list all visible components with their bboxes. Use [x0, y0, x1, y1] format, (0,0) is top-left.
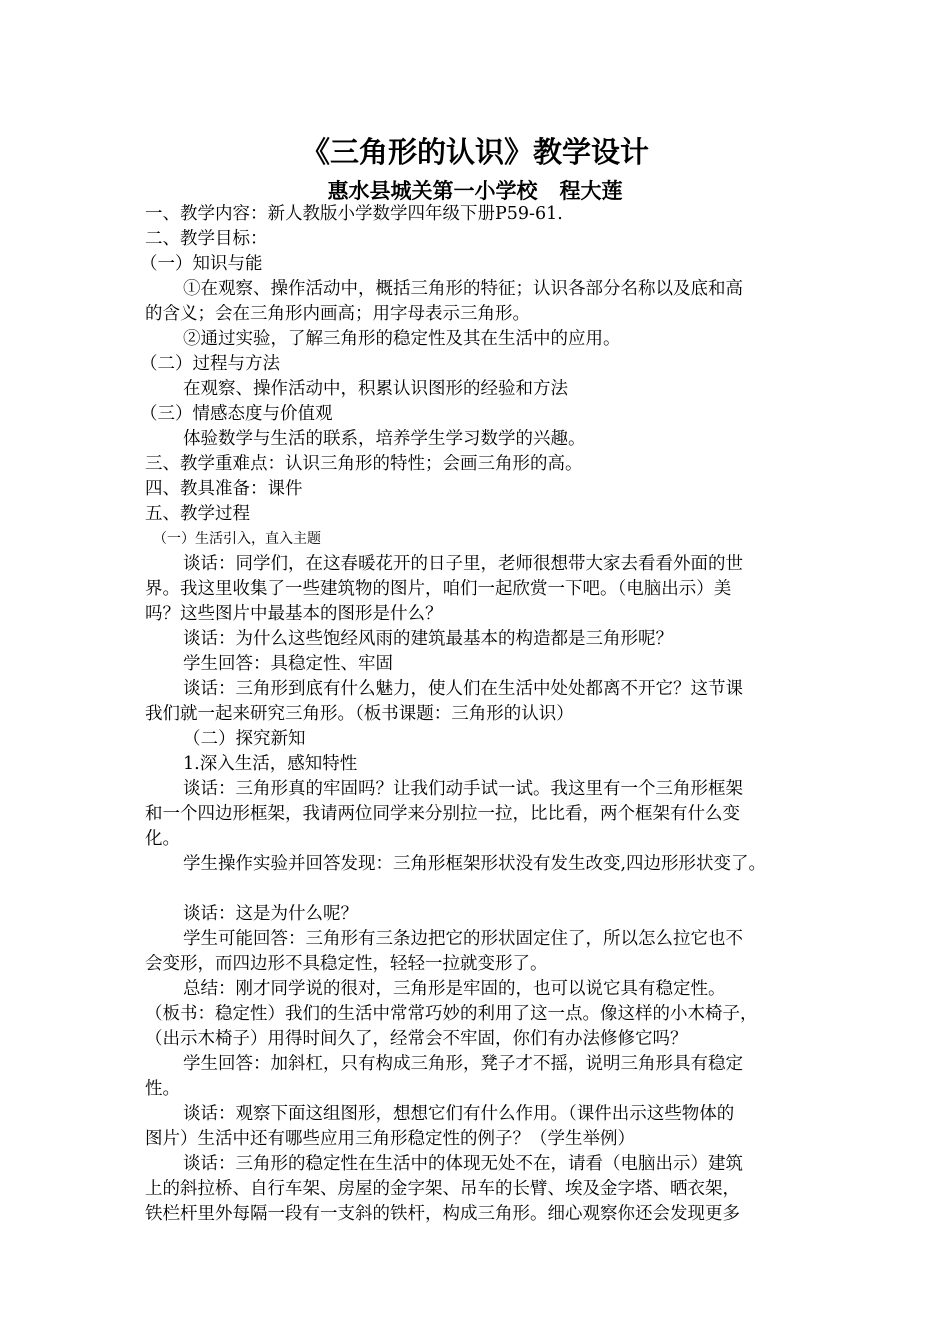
document-subtitle: 惠水县城关第一小学校 程大莲	[327, 179, 623, 203]
text-line: ①在观察、操作活动中，概括三角形的特征；认识各部分名称以及底和高	[183, 279, 743, 299]
text-line: 四、教具准备：课件	[145, 479, 303, 499]
text-line: 铁栏杆里外每隔一段有一支斜的铁杆，构成三角形。细心观察你还会发现更多	[145, 1204, 740, 1224]
text-line: 化。	[145, 829, 180, 849]
text-line: 学生回答：具稳定性、牢固	[183, 654, 393, 674]
text-line: 吗？这些图片中最基本的图形是什么？	[145, 604, 443, 624]
text-line: 谈话：三角形到底有什么魅力，使人们在生活中处处都离不开它？这节课	[183, 679, 743, 699]
text-line: 会变形，而四边形不具稳定性，轻轻一拉就变形了。	[145, 954, 548, 974]
document-title: 《三角形的认识》教学设计	[300, 135, 649, 169]
text-line: 图片）生活中还有哪些应用三角形稳定性的例子？（学生举例）	[145, 1129, 635, 1149]
section-heading: （二）过程与方法	[140, 354, 280, 374]
text-line: 的含义；会在三角形内画高；用字母表示三角形。	[145, 304, 530, 324]
text-line: 谈话：同学们，在这春暖花开的日子里，老师很想带大家去看看外面的世	[183, 554, 743, 574]
section-heading: （三）情感态度与价值观	[140, 404, 333, 424]
text-line: 谈话：三角形的稳定性在生活中的体现无处不在，请看（电脑出示）建筑	[183, 1154, 743, 1174]
text-line: 学生操作实验并回答发现：三角形框架形状没有发生改变,四边形形状变了。	[183, 854, 767, 874]
text-line: 和一个四边形框架，我请两位同学来分别拉一拉，比比看，两个框架有什么变	[145, 804, 740, 824]
text-line: 谈话：三角形真的牢固吗？让我们动手试一试。我这里有一个三角形框架	[183, 779, 743, 799]
text-line: 五、教学过程	[145, 504, 250, 524]
blank-line	[145, 877, 815, 902]
text-line: 谈话：这是为什么呢？	[183, 904, 358, 924]
text-line: 1.深入生活，感知特性	[183, 754, 358, 774]
text-line: 三、教学重难点：认识三角形的特性；会画三角形的高。	[145, 454, 583, 474]
text-line: 体验数学与生活的联系，培养学生学习数学的兴趣。	[183, 429, 586, 449]
text-line: 二、教学目标：	[145, 229, 268, 249]
section-heading: （一）知识与能	[140, 254, 263, 274]
section-heading: （一）生活引入，直入主题	[153, 531, 321, 547]
text-line: 谈话：为什么这些饱经风雨的建筑最基本的构造都是三角形呢？	[183, 629, 673, 649]
text-line: 学生可能回答：三角形有三条边把它的形状固定住了，所以怎么拉它也不	[183, 929, 743, 949]
text-line: 总结：刚才同学说的很对，三角形是牢固的，也可以说它具有稳定性。	[183, 979, 726, 999]
text-line: 性。	[145, 1079, 180, 1099]
document-body	[140, 202, 815, 1227]
text-line: （板书：稳定性）我们的生活中常常巧妙的利用了这一点。像这样的小木椅子，	[145, 1004, 758, 1024]
text-line: 学生回答：加斜杠，只有构成三角形，凳子才不摇，说明三角形具有稳定	[183, 1054, 743, 1074]
text-line: ②通过实验，了解三角形的稳定性及其在生活中的应用。	[183, 329, 621, 349]
text-line: 界。我这里收集了一些建筑物的图片，咱们一起欣赏一下吧。（电脑出示）美	[145, 579, 732, 599]
text-line: 我们就一起来研究三角形。（板书课题：三角形的认识）	[145, 704, 574, 724]
text-line: 谈话：观察下面这组图形，想想它们有什么作用。（课件出示这些物体的	[183, 1104, 735, 1124]
section-heading: （二）探究新知	[183, 729, 306, 749]
text-line: 在观察、操作活动中，积累认识图形的经验和方法	[183, 379, 568, 399]
text-line: 上的斜拉桥、自行车架、房屋的金字架、吊车的长臂、埃及金字塔、晒衣架，	[145, 1179, 740, 1199]
text-line: （出示木椅子）用得时间久了，经常会不牢固，你们有办法修修它吗？	[145, 1029, 688, 1049]
text-line: 一、教学内容：新人教版小学数学四年级下册P59-61.	[145, 204, 563, 224]
